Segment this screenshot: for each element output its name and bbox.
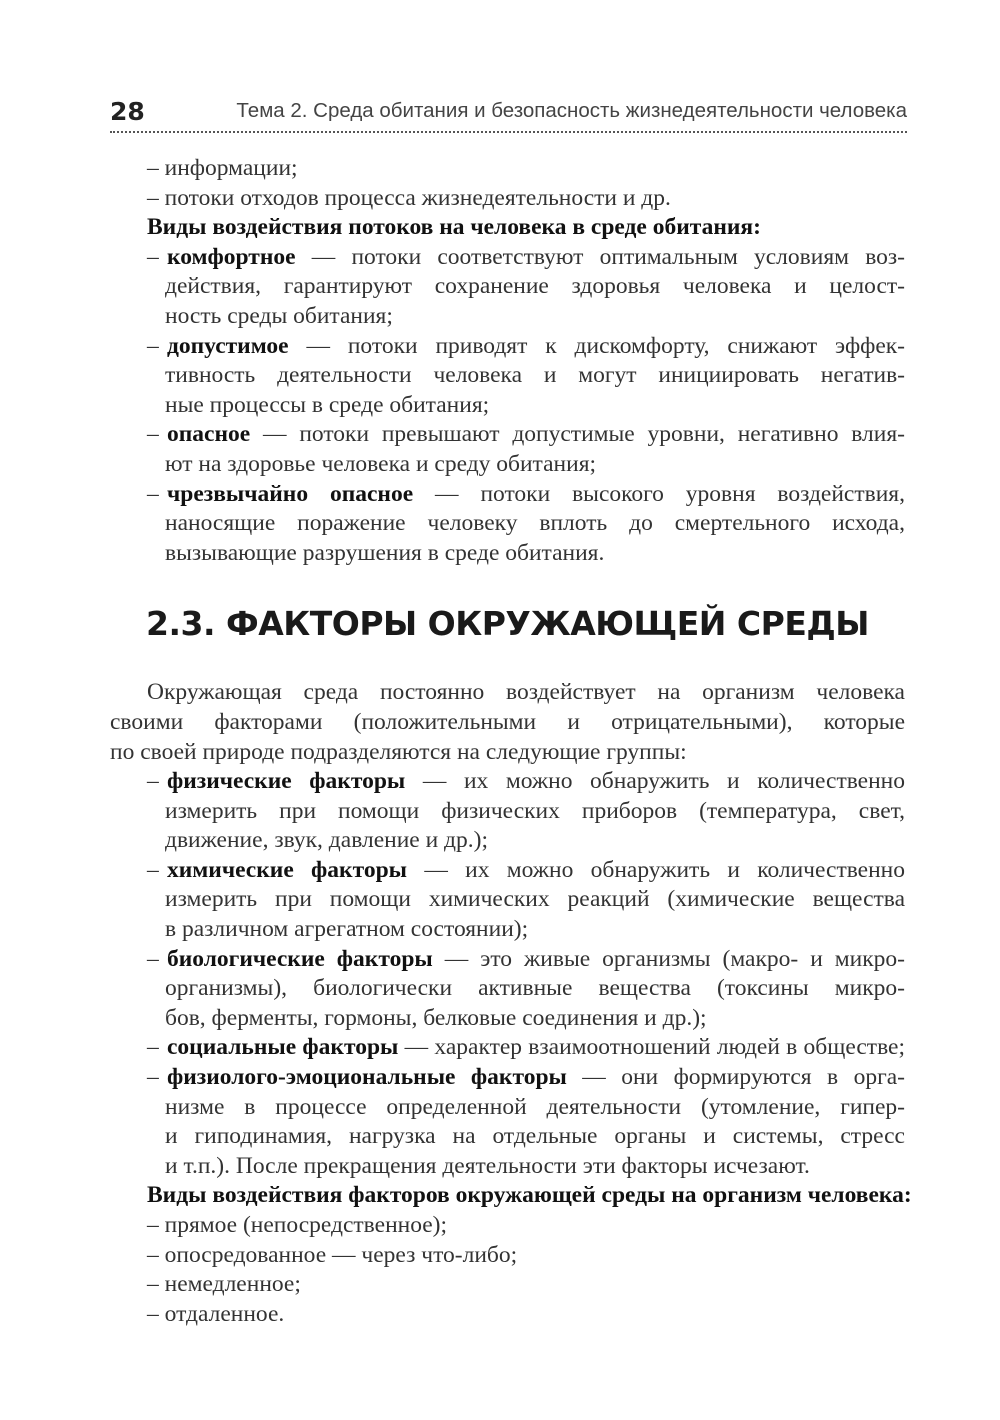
term: опасное <box>167 421 251 448</box>
paragraph-line: по своей природе подразделяются на следующие группы: <box>110 738 687 765</box>
flow-impact-heading: Виды воздействия потоков на человека в среде обитания: <box>147 214 761 241</box>
list-item: – чрезвычайно опасное — потоки высокого уровня воздействия, <box>147 480 905 507</box>
list-item-continuation: вызывающие разрушения в среде обитания. <box>165 539 605 566</box>
list-item-continuation: ют на здоровье человека и среду обитания; <box>165 450 597 477</box>
list-item-continuation: движение, звук, давление и др.); <box>165 827 488 854</box>
list-item-continuation: низме в процессе определенной деятельности (утомление, гипер- <box>165 1093 905 1120</box>
term: химические факторы <box>167 856 408 883</box>
list-item-continuation: измерить при помощи химических реакций (химические вещества <box>165 886 905 913</box>
body-text <box>110 154 912 1329</box>
list-item: – социальные факторы — характер взаимоотношений людей в обществе; <box>147 1034 905 1061</box>
list-item: – потоки отходов процесса жизнедеятельности и др. <box>147 184 671 211</box>
list-item: – физические факторы — их можно обнаружить и количественно <box>147 768 905 795</box>
list-item: – опасное — потоки превышают допустимые уровни, негативно влия- <box>147 421 905 448</box>
list-item-continuation: организмы), биологически активные вещества (токсины микро- <box>165 975 905 1002</box>
paragraph-line: своими факторами (положительными и отрицательными), которые <box>110 708 905 735</box>
page-header <box>110 95 907 133</box>
list-item: – допустимое — потоки приводят к дискомфорту, снижают эффек- <box>147 332 905 359</box>
list-item-continuation: тивность деятельности человека и могут инициировать негатив- <box>165 362 905 389</box>
term: социальные факторы <box>167 1034 399 1061</box>
term: допустимое <box>167 332 289 359</box>
list-item-continuation: измерить при помощи физических приборов (температура, свет, <box>165 797 905 824</box>
term: биологические факторы <box>167 945 433 972</box>
list-item: – биологические факторы — это живые организмы (макро- и микро- <box>147 945 905 972</box>
page-number: 28 <box>110 97 145 126</box>
paragraph-line: Окружающая среда постоянно воздействует на организм человека <box>147 679 905 706</box>
list-item-continuation: в различном агрегатном состоянии); <box>165 916 529 943</box>
list-item-continuation: ность среды обитания; <box>165 302 393 329</box>
term: физиолого-эмоциональные факторы <box>167 1064 567 1091</box>
list-item: – немедленное; <box>147 1271 301 1298</box>
running-head: Тема 2. Среда обитания и безопасность жизнедеятельности человека <box>236 99 907 122</box>
list-item: – информации; <box>147 155 298 181</box>
term: чрезвычайно опасное <box>167 480 414 507</box>
list-item-continuation: ные процессы в среде обитания; <box>165 391 490 418</box>
list-item-continuation: и т.п.). После прекращения деятельности эти факторы исчезают. <box>165 1152 810 1179</box>
list-item: – отдаленное. <box>147 1300 285 1327</box>
list-item-continuation: наносящие поражение человеку вплоть до смертельного исхода, <box>165 510 905 537</box>
list-item: – химические факторы — их можно обнаружить и количественно <box>147 856 906 883</box>
term: физические факторы <box>167 768 406 795</box>
list-item-continuation: бов, ферменты, гормоны, белковые соединения и др.); <box>165 1004 707 1031</box>
list-item: – опосредованное — через что-либо; <box>147 1241 518 1268</box>
list-item-continuation: и гиподинамия, нагрузка на отдельные органы и системы, стресс <box>165 1123 905 1150</box>
section-title: 2.3. ФАКТОРЫ ОКРУЖАЮЩЕЙ СРЕДЫ <box>146 604 869 644</box>
factor-impact-heading: Виды воздействия факторов окружающей среды на организм человека: <box>147 1182 912 1209</box>
list-item: – комфортное — потоки соответствуют оптимальным условиям воз- <box>147 243 905 270</box>
list-item: – прямое (непосредственное); <box>147 1212 448 1238</box>
list-item: – физиолого-эмоциональные факторы — они формируются в орга- <box>147 1064 905 1091</box>
list-item-continuation: действия, гарантируют сохранение здоровья человека и целост- <box>165 273 905 300</box>
term: комфортное <box>167 243 296 270</box>
